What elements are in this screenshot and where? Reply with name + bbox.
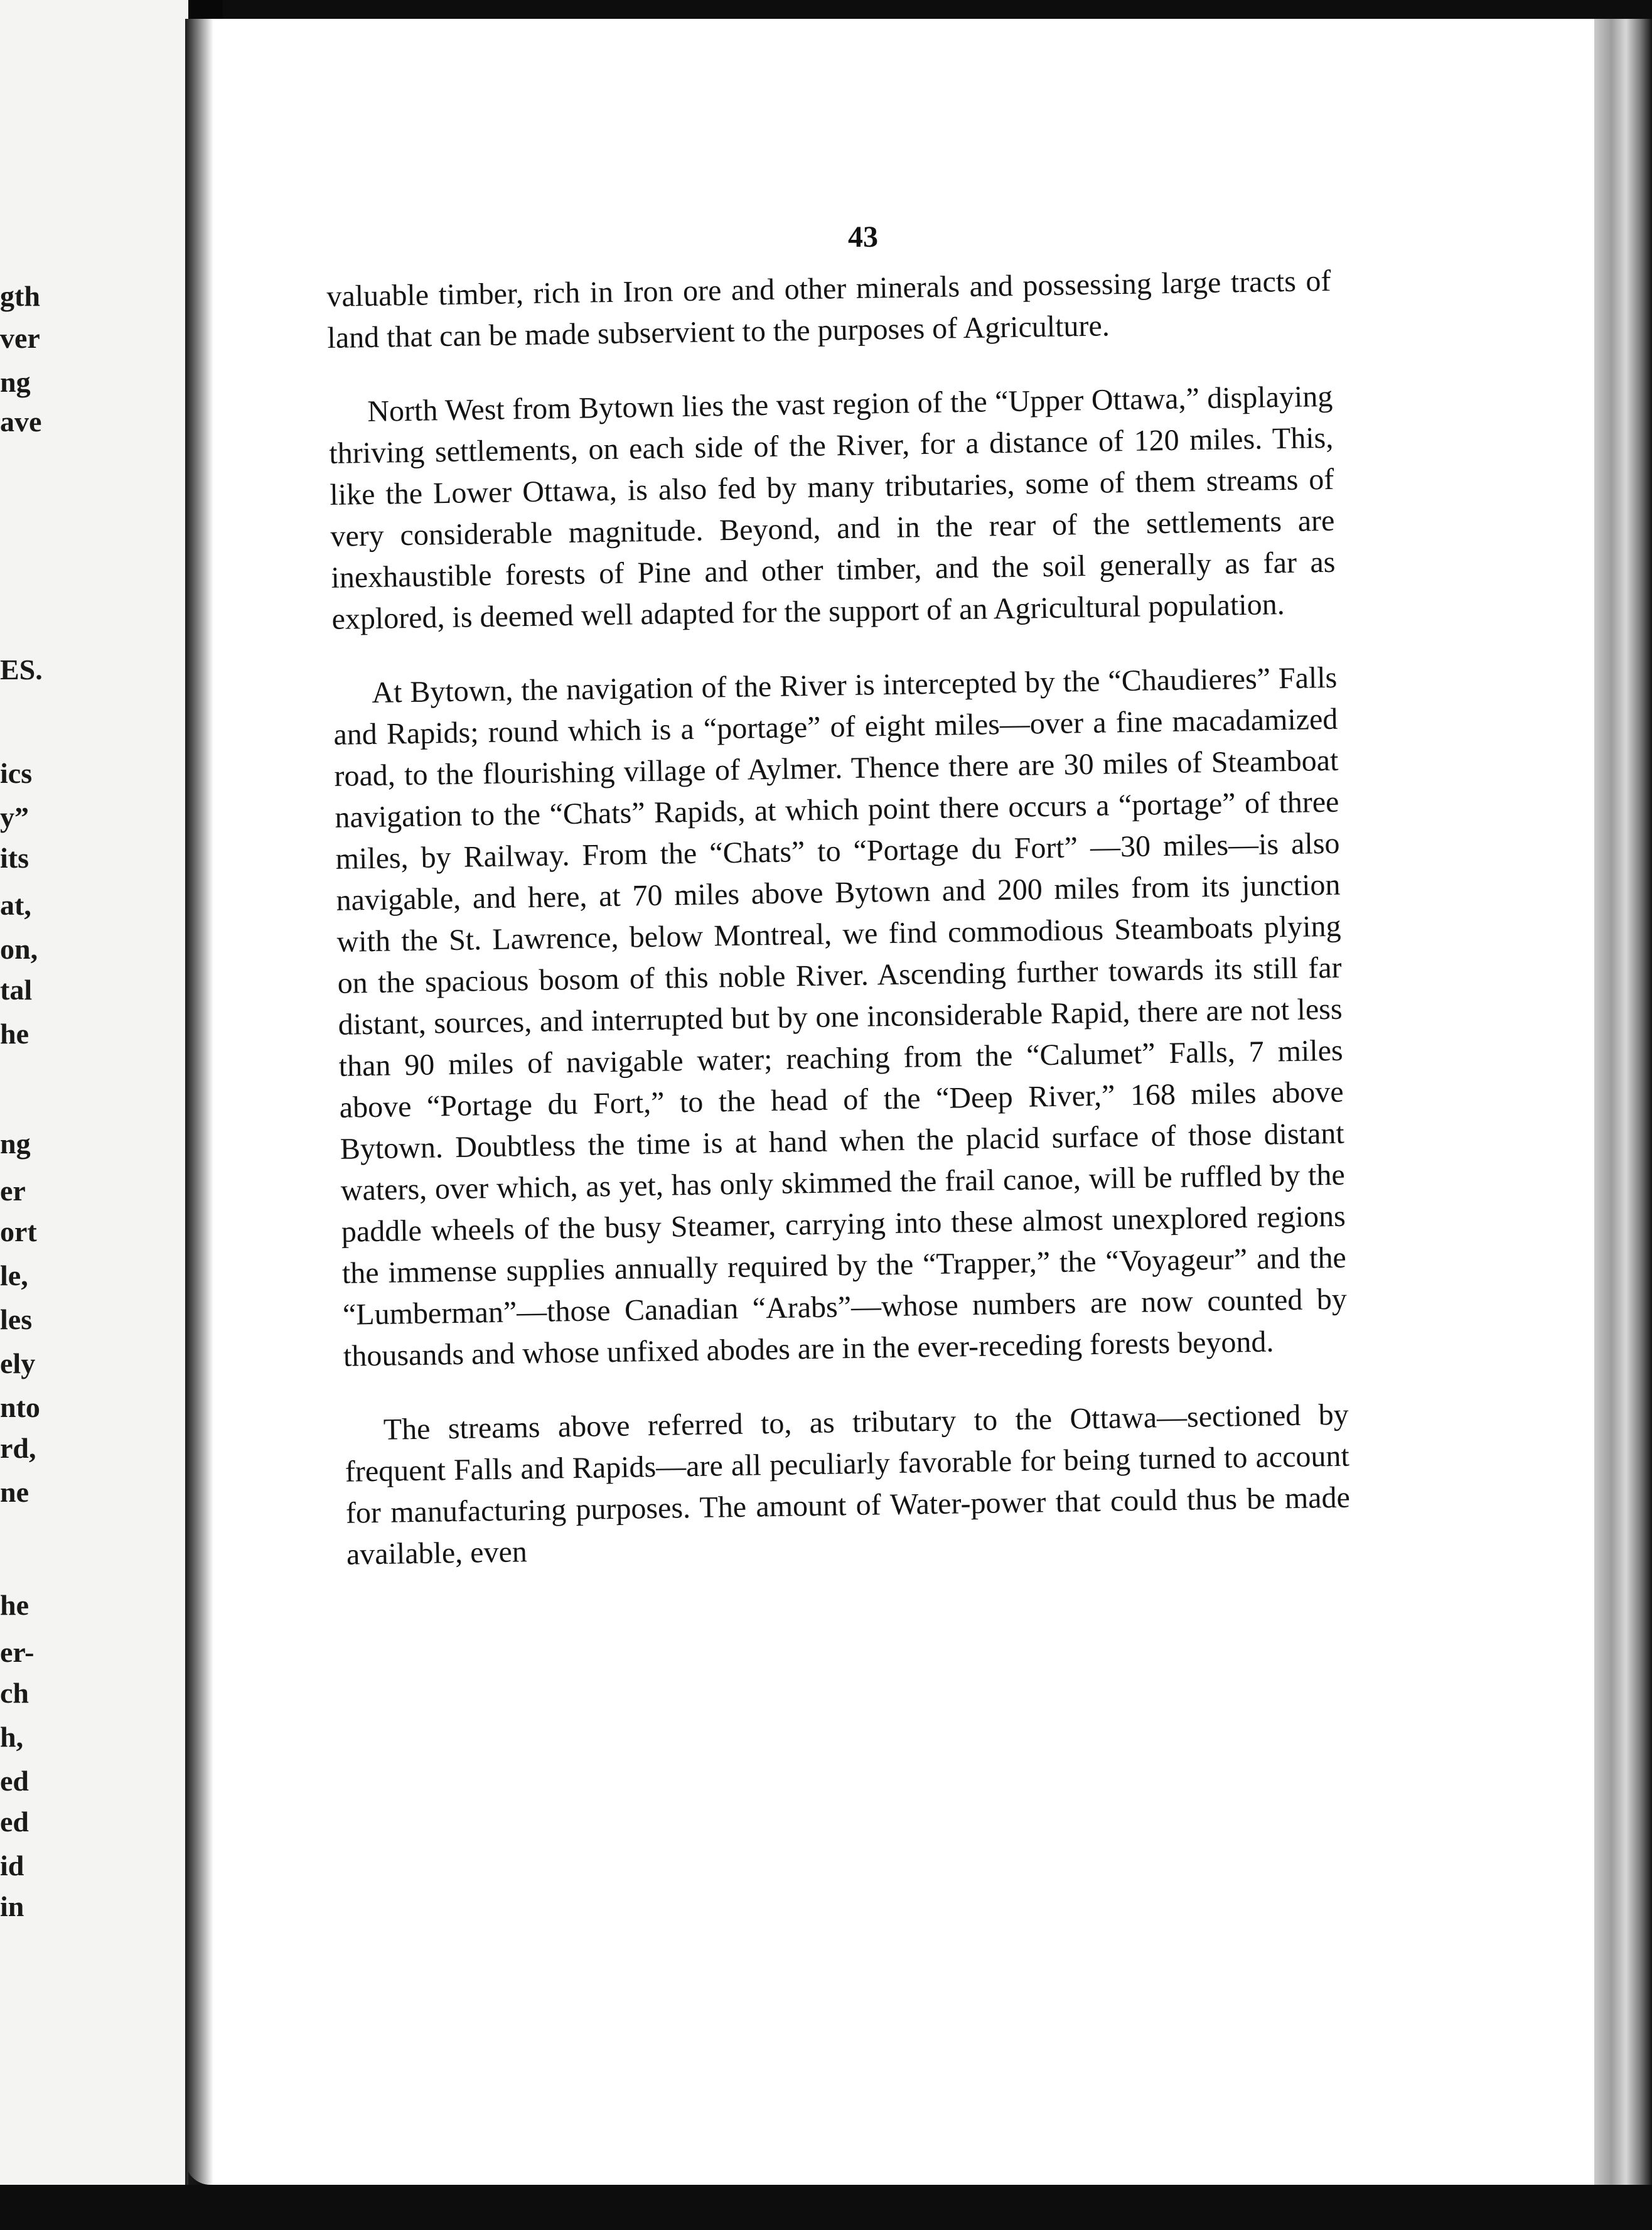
left-fragment: tal	[0, 974, 33, 1006]
paragraph: valuable timber, rich in Iron ore and other minerals and possessing large tracts of land that can be made subservient to the purposes of Agriculture.	[326, 264, 1331, 355]
left-fragment: ort	[0, 1215, 37, 1247]
left-fragment: ely	[0, 1347, 36, 1379]
left-fragment: ver	[0, 322, 40, 354]
left-fragment: ne	[0, 1476, 29, 1508]
left-fragment: he	[0, 1018, 29, 1050]
left-fragment: ch	[0, 1677, 29, 1709]
left-fragment: ed	[0, 1806, 29, 1838]
left-fragment: les	[0, 1303, 33, 1335]
left-fragment: nto	[0, 1391, 40, 1423]
left-fragment: er-	[0, 1636, 35, 1668]
paragraph: At Bytown, the navigation of the River is intercepted by the “Chaudieres” Falls and Rapids; round which is a “portage” of eight miles—over a fine macadamized road, to the flourishing village of Aylmer. Thence there are 30 miles of Steamboat navigation to the “Chats” Rapids, at which point there occurs a “portage” of three miles, by Railway. From the “Chats” to “Portage du Fort” —30 miles—is also navigable, and here, at 70 miles above Bytown and 200 miles from its junction with the St. Lawrence, below Montreal, we find commodious Steamboats plying on the spacious bosom of this noble River. Ascending further towards its still far distant, sources, and interrupted but by one inconsiderable Rapid, there are not less than 90 miles of navigable water; reaching from the “Calumet” Falls, 7 miles above “Portage du Fort,” to the head of the “Deep River,” 168 miles above Bytown. Doubtless the time is at hand when the placid surface of those distant waters, over which, as yet, has only skimmed the frail canoe, will be ruffled by the paddle wheels of the busy Steamer, carrying into these almost unexplored regions the immense supplies annually required by the “Trapper,” the “Voyageur” and the “Lumberman”—those Canadian “Arabs”—whose numbers are now counted by thousands and whose unfixed abodes are in the ever-receding forests beyond.	[333, 660, 1348, 1373]
left-fragment: ed	[0, 1765, 29, 1797]
paragraph: North West from Bytown lies the vast region of the “Upper Ottawa,” displaying thriving settlements, on each side of the River, for a distance of 120 miles. This, like the Lower Ottawa, is also fed by many tributaries, some of them streams of very considerable magnitude. Beyond, and in the rear of the settlements are inexhaustible forests of Pine and other timber, and the soil generally as far as explored, is deemed well adapted for the support of an Agricultural population.	[329, 379, 1336, 636]
left-fragment: er	[0, 1175, 26, 1207]
page-stack-edge	[1594, 19, 1652, 2185]
left-fragment: ics	[0, 757, 33, 789]
left-fragment: gth	[0, 280, 40, 312]
left-fragment: ES.	[0, 654, 43, 686]
left-fragment: at,	[0, 889, 31, 921]
left-fragment: ave	[0, 406, 42, 438]
page-body	[326, 261, 1351, 1608]
left-fragment: le,	[0, 1259, 28, 1291]
left-fragment: id	[0, 1850, 24, 1882]
paragraph: The streams above referred to, as tributary to the Ottawa—sectioned by frequent Falls and Rapids—are all peculiarly favorable for being turned to account for manufacturing purposes. The amount of Water-power that could thus be made available, even	[345, 1398, 1351, 1571]
left-fragment: y”	[0, 801, 29, 833]
left-page-text	[0, 0, 188, 2230]
left-fragment: on,	[0, 933, 38, 965]
page-number: 43	[848, 220, 878, 254]
left-fragment: ng	[0, 1128, 31, 1160]
page-gutter-shadow	[185, 19, 213, 2185]
left-fragment: in	[0, 1890, 24, 1922]
left-fragment: its	[0, 842, 29, 874]
scan-bottom-border	[0, 2185, 1652, 2230]
left-fragment: h,	[0, 1721, 24, 1753]
left-fragment: ng	[0, 366, 31, 398]
left-fragment: rd,	[0, 1432, 36, 1464]
left-fragment: he	[0, 1589, 29, 1621]
